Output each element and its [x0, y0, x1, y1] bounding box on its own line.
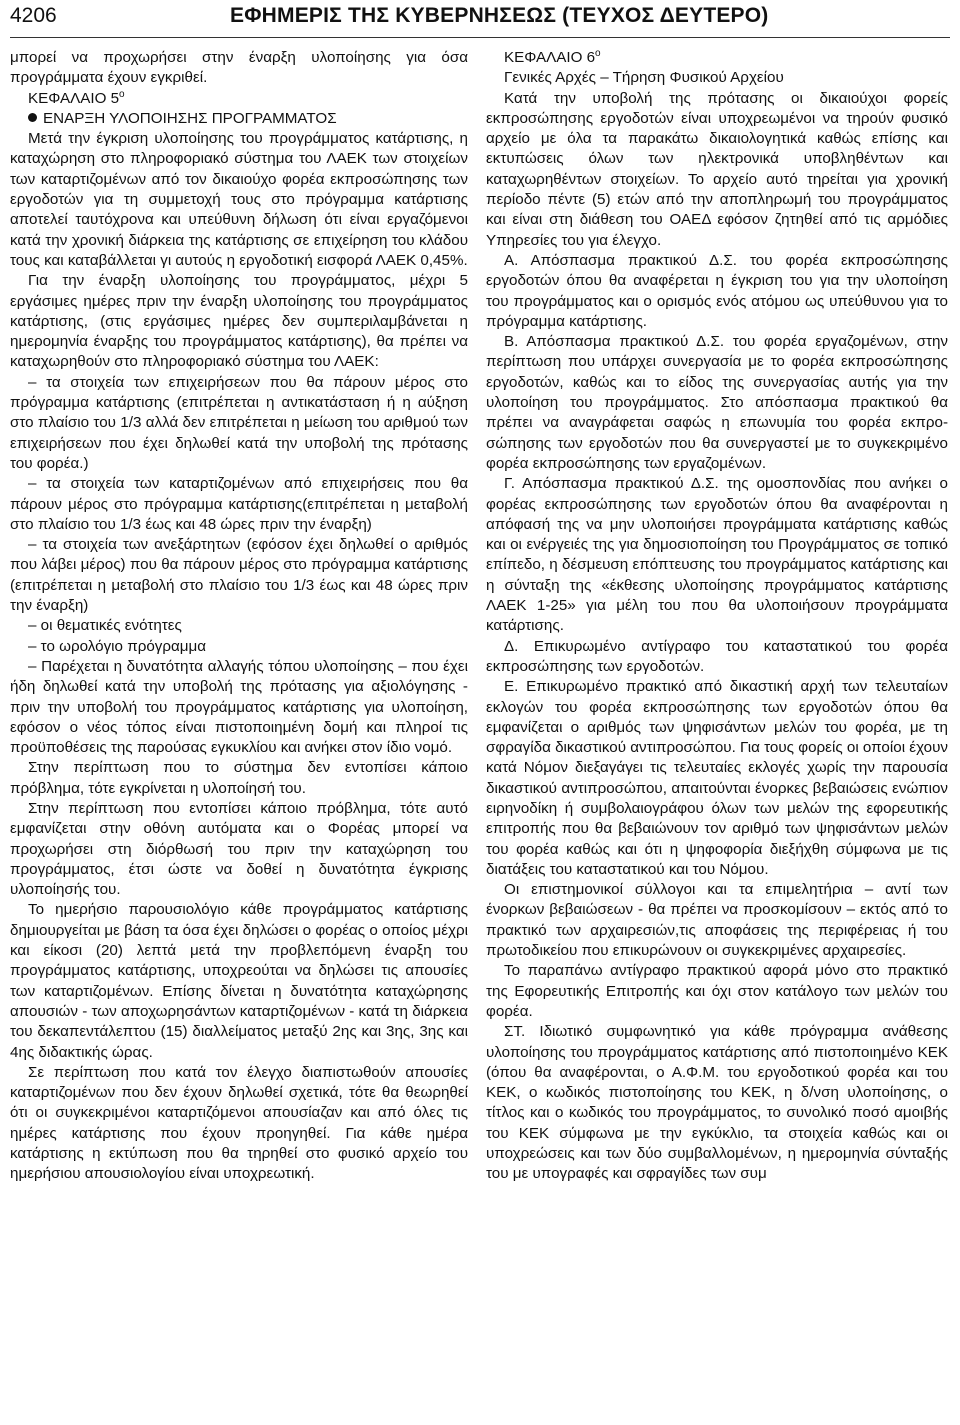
- paragraph: Στην περίπτωση που το σύστημα δεν εντοπίσει κάποιο πρόβλημα, τότε εγκρίνεται η υλοποίησή του.: [10, 759, 468, 797]
- header-rule: [10, 37, 950, 38]
- list-item: – τα στοιχεία των επιχειρήσεων που θα πάρουν μέρος στο πρόγραμμα κατάρτισης (επιτρέπεται η αντικατάσταση ή η αύξηση στο πλαίσιο του 1/3 αλλά δεν επιτρέπεται η μείωση του αριθμού των επιχειρήσεων που έχει δηλωθεί κατά την υποβολή της πρότασης του φορέα.): [10, 373, 468, 472]
- chapter-5-ordinal: ο: [119, 88, 125, 100]
- paragraph: Για την έναρξη υλοποίησης του προγράμματος, μέχρι 5 εργάσιμες ημέρες πριν την έναρξη υλοποίησης του προγράμματος κατάρτισης, (στις εργάσιμες ημέρες δεν συμπεριλαμβάνεται η ημερομηνία έναρξης του προγράμματος κατάρτισης), θα πρέπει να καταχωρηθούν στο πληροφοριακό σύστημα του ΛΑΕΚ:: [10, 272, 468, 371]
- list-item: – τα στοιχεία των καταρτιζομένων από επιχειρήσεις που θα πάρουν μέρος στο πρόγραμμα κατάρτισης(επιτρέπεται η μεταβολή στο πλαίσιο του 1/3 έως και 48 ώρες πριν την έναρξη): [10, 475, 468, 533]
- chapter-6-heading: [486, 48, 948, 68]
- journal-title: ΕΦΗΜΕΡΙΣ ΤΗΣ ΚΥΒΕΡΝΗΣΕΩΣ (ΤΕΥΧΟΣ ΔΕΥΤΕΡΟ): [230, 4, 769, 27]
- paragraph: Το ημερήσιο παρουσιολόγιο κάθε προγράμματος κατάρτισης δημιουργείται με βάση τα όσα έχει δηλώσει ο φορέας ο οποίος μέχρι και είκοσι (20) λεπτά μετά την προβλεπόμενη έναρξη του προγράμματος κατάρτισης, υποχρεούται να δηλώσει τις απουσίες των καταρτιζομένων. Επίσης δίνεται η δυνατότητα καταχώρησης απουσιών - των αποχωρησάντων καταρτιζομένων - κατά τη διάρκεια του δεκαπεντάλεπτου (15) διαλλείματος μεταξύ 2ης και 3ης, 3ης και 4ης διδακτικής ώρας.: [10, 901, 468, 1061]
- paragraph: Στην περίπτωση που εντοπίσει κάποιο πρόβλημα, τότε αυτό εμφανίζεται στην οθόνη αυτόματα και ο Φορέας μπορεί να προχωρήσει στη διόρθωσή του πριν την καταχώρηση του προγράμματος, έτσι ώστε να δοθεί η δυνατότητα έγκρισης υλοποίησής του.: [10, 799, 468, 899]
- chapter-5-heading: [10, 89, 468, 109]
- paragraph: Κατά την υποβολή της πρότασης οι δικαιούχοι φορείς εκπροσώπησης εργοδοτών είναι υποχρεωμένοι να τηρούν φυσικό αρχείο με όλα τα παρακάτω δικαιολογητικά καθώς επίσης και εκτυπώσεις όλων των ηλεκτρονικά υποβληθέντων και καταχωρηθέντων στοιχείων. Το αρχείο αυτό τηρείται για χρονική περίοδο πέντε (5) ετών από την αποπληρωμή του προγράμματος και είναι στη διάθεση του ΟΑΕΔ εφόσον ζητηθεί από τις αρμόδιες Υπηρεσίες του για έλεγχο.: [486, 89, 948, 249]
- intro-paragraph: μπορεί να προχωρήσει στην έναρξη υλοποίησης για όσα προγράμματα έχουν εγκριθεί.: [10, 49, 468, 87]
- paragraph-e: Ε. Επικυρωμένο πρακτικό από δικαστική αρχή των τελευταίων εκλογών του φορέα εκπροσώπησης των εργοδοτών όπου θα εμφανίζεται ο αριθμός των ψηφισάντων μελών του φορέα, με τη σφραγίδα δικαστικού αντιπροσώπου. Για τους φορείς οι οποίοι έχουν κατά Νόμον διεξαγάγει τις τελευταίες εκλογές χωρίς την παρουσία δικαστικού αντιπροσώπου, απαιτούνται ένορκες βεβαιώσεις ενώπιον ειρηνοδίκη ή συμβολαιογράφου όλων των μελών της εφορευτικής επιτροπής που θα βεβαιώνουν τον αριθμό των ψηφισάντων μελών του φορέα καθώς και ότι η ψηφοφορία διεξήχθη σύμφωνα με τις διατάξεις του καταστατικού και του Νόμου.: [486, 678, 948, 878]
- paragraph: Μετά την έγκριση υλοποίησης του προγράμματος κατάρτισης, η καταχώρηση στο πληροφοριακό σύστημα του ΛΑΕΚ των στοιχείων των καταρτιζομένων από τον δικαιούχο φορέα εκπροσώπησης των εργοδοτών για τη συμμετοχή τους στο πρόγραμμα κατάρτισης αποτελεί ταυτόχρονα και υπεύθυνη δήλωση ότι είναι εργαζόμενοι κατά την χρονική διάρκεια της κατάρτισης σε επιχείρηση του κλάδου τους και καταβάλλεται γι αυτούς η εργοδοτική εισφορά ΛΑΕΚ 0,45%.: [10, 130, 468, 269]
- paragraph: Οι επιστημονικοί σύλλογοι και τα επιμελητήρια – αντί των ένορκων βεβαιώσεων - θα πρέπει να προσκομίσουν – εκτός από το πρακτικό των αρχαιρεσιών,τις αποφάσεις της περιφέρειας ή του πρωτοδικείου που επικυρώνουν οι συγκεκριμένες αρχαιρεσίες.: [486, 881, 948, 960]
- list-item: – το ωρολόγιο πρόγραμμα: [28, 637, 207, 655]
- paragraph-st: ΣΤ. Ιδιωτικό συμφωνητικό για κάθε πρόγραμμα ανάθεσης υλοποίησης του προγράμματος κατάρτισης από πιστοποιημένο ΚΕΚ (όπου θα αναφέρονται, ο Α.Φ.Μ. του εργοδοτικού φορέα και του ΚΕΚ, ο κωδικός πιστοποίησης του ΚΕΚ, η δ/νση υλοποίησης, ο τίτλος και ο κωδικός του προγράμματος, το συνολικό ποσό αμοιβής του ΚΕΚ σύμφωνα με την εγκύκλιο, τα στοιχεία καθώς και οι υποχρεώσεις και των δύο συμβαλλομένων, η ημερομηνία σύνταξής του με υπογραφές και σφραγίδες των συμ: [486, 1023, 948, 1183]
- paragraph-a: Α. Απόσπασμα πρακτικού Δ.Σ. του φορέα εκπροσώπησης εργοδοτών όπου θα αναφέρεται η έγκριση του για την υλοποίηση του προγράμματος και ο ορισμός ενός ατόμου ως υπεύθυνου για το πρόγραμμα κατάρτισης.: [486, 251, 948, 330]
- chapter-5-title: [10, 109, 468, 129]
- bullet-icon: [28, 113, 37, 122]
- list-item: – τα στοιχεία των ανεξάρτητων (εφόσον έχει δηλωθεί ο αριθμός που λάβει μέρος) που θα πάρουν μέρος στο πρόγραμμα κατάρτισης (επιτρέπεται η μεταβολή στο πλαίσιο του 1/3 έως και 48 ώρες πριν την έναρξη): [10, 536, 468, 615]
- right-column: [486, 48, 948, 1185]
- list-item: – οι θεματικές ενότητες: [28, 617, 182, 635]
- chapter-6-ordinal: ο: [595, 47, 601, 59]
- chapter-6-label: ΚΕΦΑΛΑΙΟ 6: [504, 49, 596, 66]
- paragraph-g: Γ. Απόσπασμα πρακτικού Δ.Σ. της ομοσπονδίας που ανήκει ο φορέας εκπροσώπησης των εργοδοτών όπου θα αναφέρονται η απόφασή της να μην υλοποιήσει προγράμματα κατάρτισης καθώς και οι ενέργειές της για δημοσιοποίηση του Προγράμματος σε τοπικό επίπεδο, η δέσμευση επόπτευσης του προγράμματος κατάρτισης και η σύνταξη της «έκθεσης υλοποίησης προγράμματος κατάρτισης ΛΑΕΚ 1-25» για μέλη του που θα υλοποιήσουν προγράμματα κατάρτισης.: [486, 475, 948, 635]
- paragraph: Σε περίπτωση που κατά τον έλεγχο διαπιστωθούν απουσίες καταρτιζομένων που δεν έχουν δηλωθεί σχετικά, τότε θα θεωρηθεί ότι οι συγκεκριμένοι καταρτιζόμενοι απουσίαζαν και από όλες τις ημέρες κατάρτισης που έχουν προηγηθεί. Για κάθε ημέρα κατάρτισης η εκτύπωση που θα τηρηθεί στο φυσικό αρχείο του ημερήσιου απουσιολογίου είναι υποχρεωτική.: [10, 1063, 468, 1183]
- paragraph-d: Δ. Επικυρωμένο αντίγραφο του καταστατικού του φορέα εκπροσώπησης των εργοδοτών.: [486, 637, 948, 675]
- chapter-5-title-text: ΕΝΑΡΞΗ ΥΛΟΠΟΙΗΣΗΣ ΠΡΟΓΡΑΜΜΑΤΟΣ: [43, 109, 337, 127]
- page-header: [10, 2, 950, 32]
- chapter-5-label: ΚΕΦΑΛΑΙΟ 5: [28, 89, 120, 107]
- paragraph: Το παραπάνω αντίγραφο πρακτικού αφορά μόνο στο πρακτικό της Εφορευτικής Επιτροπής και όχι στον κατάλογο των μελών του φορέα.: [486, 962, 948, 1020]
- page-number: 4206: [10, 4, 57, 27]
- list-item: – Παρέχεται η δυνατότητα αλλαγής τόπου υλοποίησης – που έχει ήδη δηλωθεί κατά την υποβολή της πρότασης για αξιολόγησης - πριν την υποβολή του προγράμματος κατάρτισης για υλοποίηση, εφόσον ο νέος τόπος είναι πιστοποιημένη δομή και πληροί τις προϋποθέσεις της παρούσας εγκυκλίου και ανήκει στον ίδιο νομό.: [10, 657, 468, 757]
- left-column: [10, 48, 468, 1185]
- paragraph-b: Β. Απόσπασμα πρακτικού Δ.Σ. του φορέα εργαζομένων, στην περίπτωση που υπάρχει συνεργασία με το φορέα εκπροσώπησης εργοδοτών, καθώς και το είδος της συνεργασίας αυτής για την υλοποίηση του προγράμματος. Στο απόσπασμα πρακτικού θα πρέπει να αναγράφεται σαφώς η επωνυμία του φορέα εκπροσώπησης των εργοδοτών που θα συνεργαστεί με το συγκεκριμένο φορέα εκπροσώπησης των εργαζομένων.: [486, 333, 948, 472]
- chapter-6-title: Γενικές Αρχές – Τήρηση Φυσικού Αρχείου: [504, 69, 784, 87]
